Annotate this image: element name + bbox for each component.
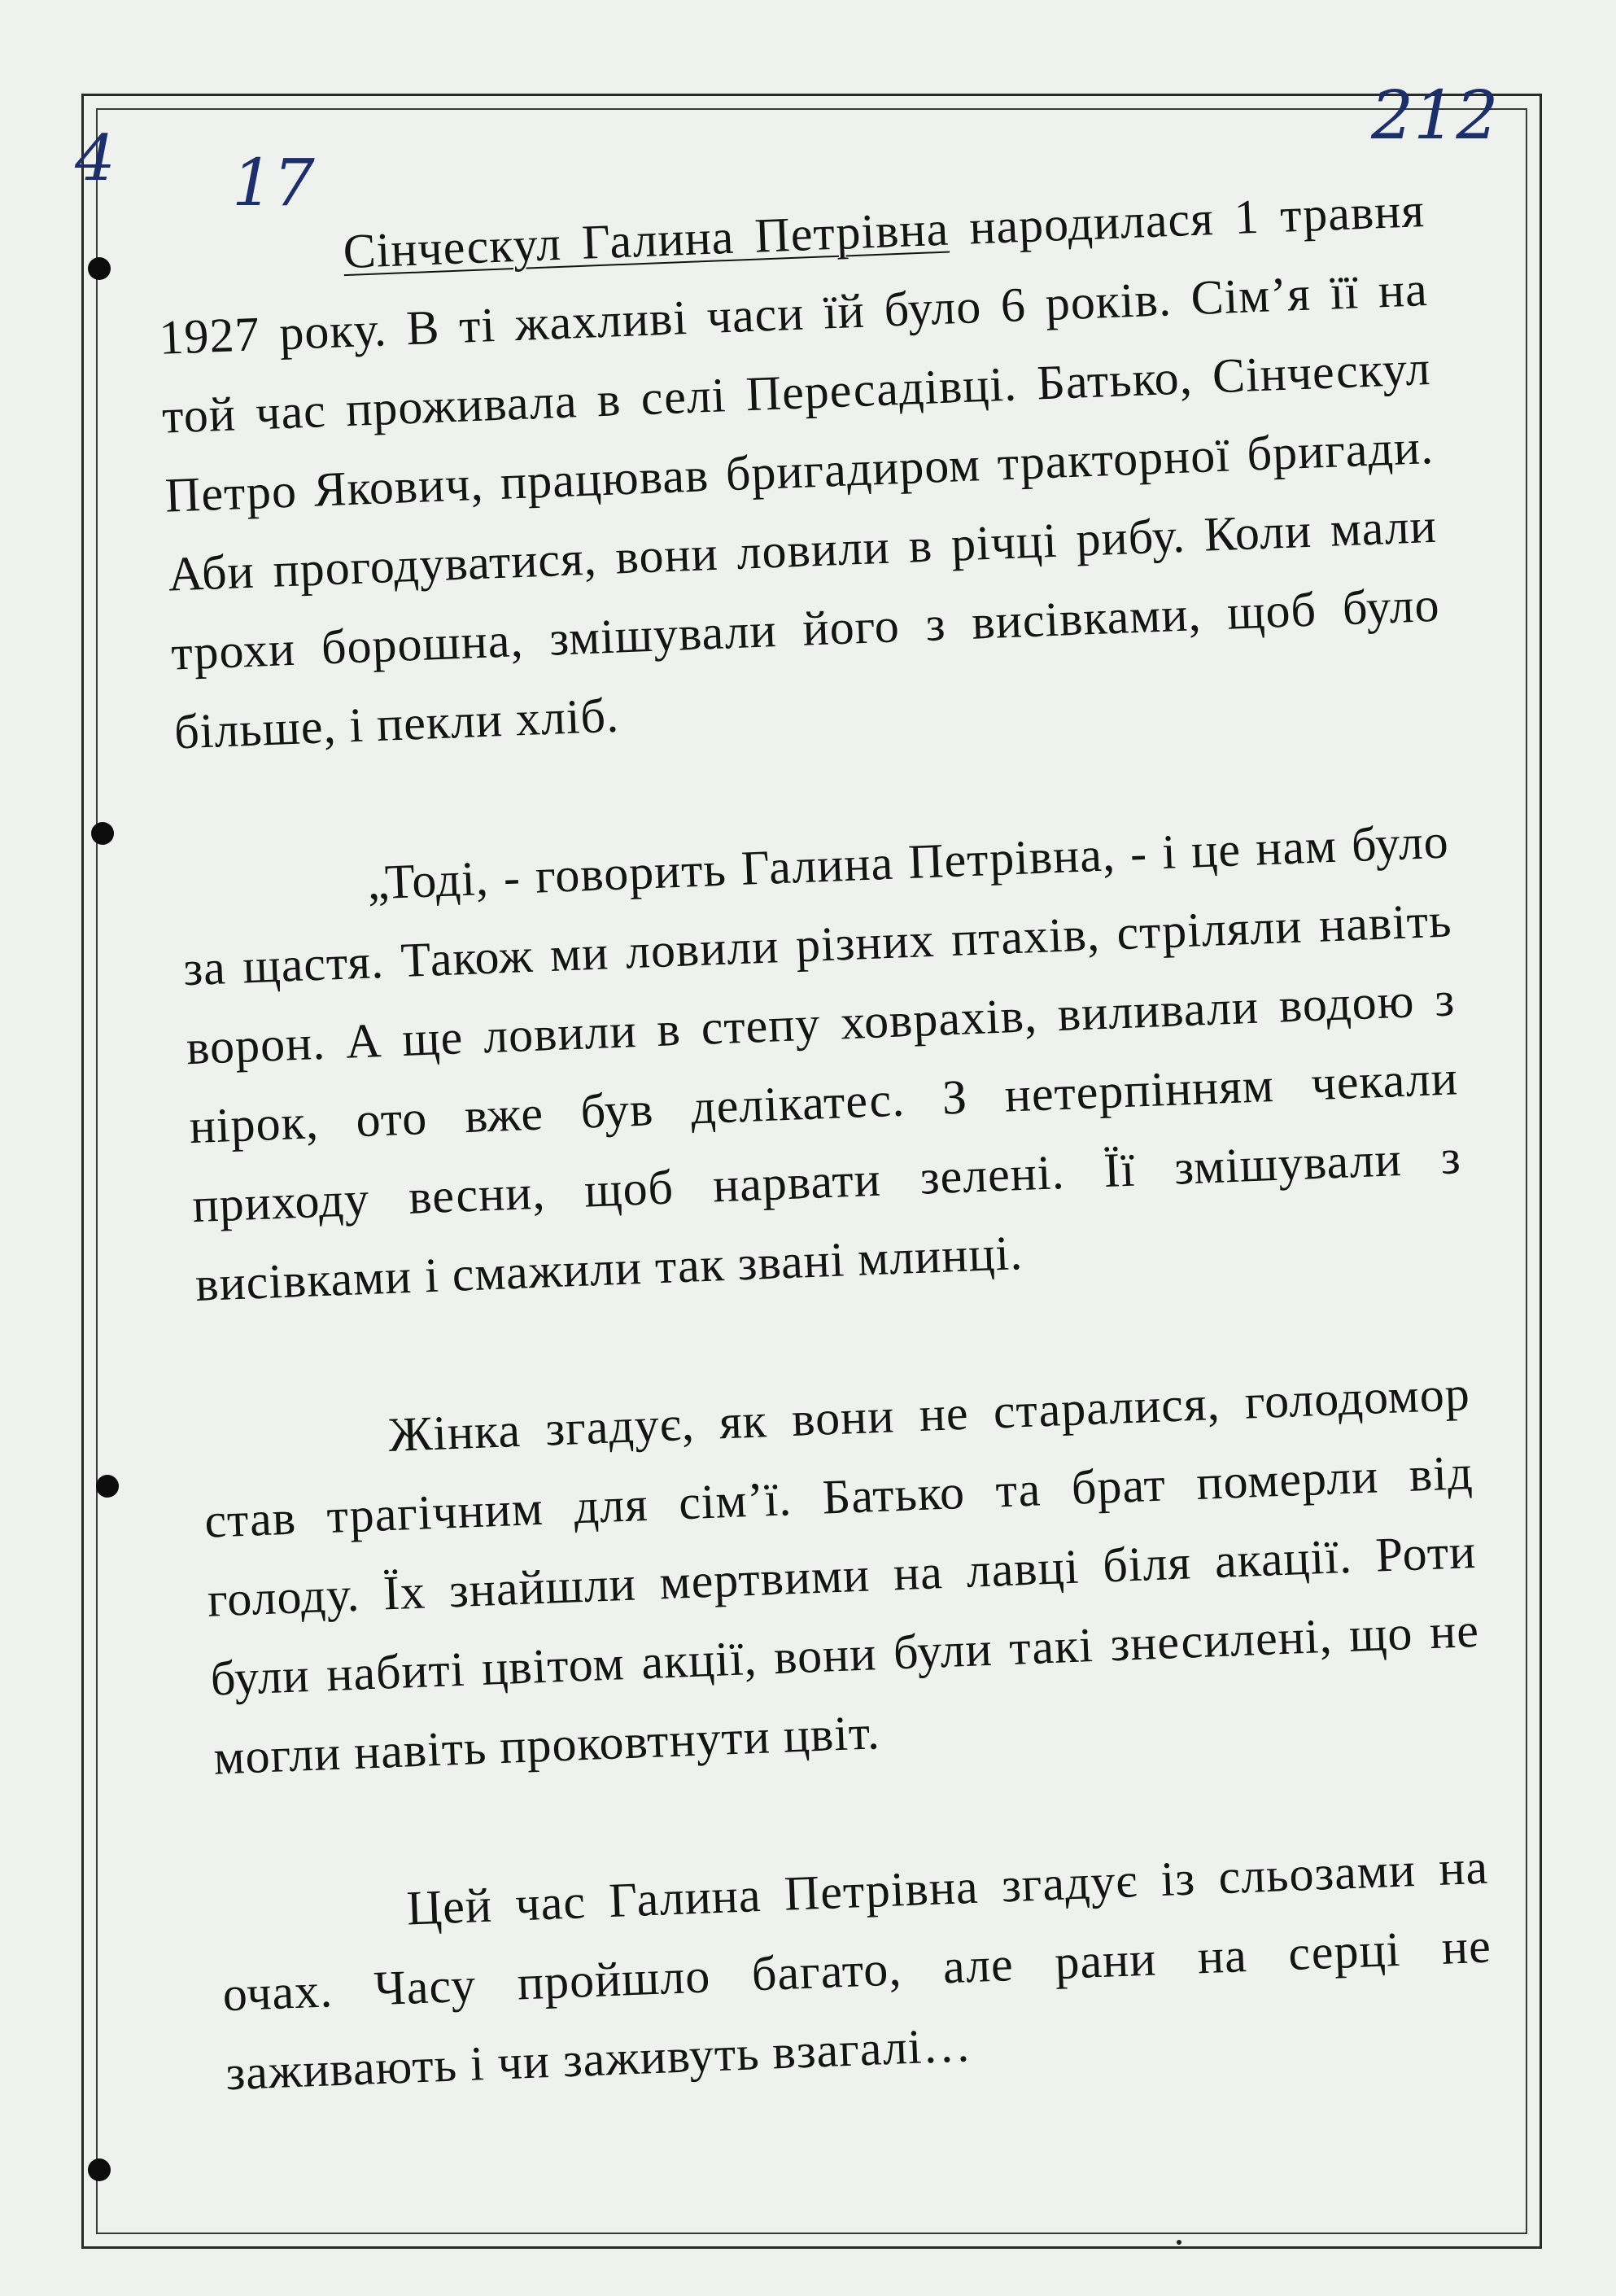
paragraph-1-text: народилася 1 травня 1927 року. В ті жахливі часи їй було 6 років. Сім’я її на той час проживала в селі Пересадівці. Батько, Сінческул Петро Якович, працював бригадиром тракторної бригади. Аби прогодуватися, вони ловили в річці рибу. Коли мали трохи борошна, змішували його з висівками, щоб було більше, і пекли хліб. [158, 183, 1441, 759]
paragraph-4: Цей час Галина Петрівна згадує із сльозами на очах. Часу пройшло багато, але рани на серці не заживають і чи заживуть взагалі… [221, 1839, 1492, 2101]
paragraph-3: Жінка згадує, як вони не старалися, голодомор став трагічним для сім’ї. Батько та брат померли від голоду. Їх знайшли мертвими на лавці біля акації. Роти були набиті цвітом акції, вони були такі знесилені, що не могли навіть проковтнути цвіт. [203, 1367, 1480, 1785]
binder-hole-1 [88, 257, 111, 280]
handwritten-page-number: 212 [1371, 77, 1499, 155]
typed-text-body [155, 171, 1496, 2113]
paragraph-1 [155, 171, 1444, 772]
binder-hole-2 [91, 822, 114, 845]
binder-hole-4 [88, 2158, 111, 2181]
paragraph-2: „Тоді, - говорить Галина Петрівна, - і це нам було за щастя. Також ми ловили різних птахів, стріляли навіть ворон. А ще ловили в степу ховрахів, виливали водою з нірок, ото вже був делікатес. З нетерпінням чекали приходу весни, щоб нарвати зелені. Її змішували з висівками і смажили так звані млинці. [182, 814, 1462, 1312]
handwritten-sheet-number: 17 [232, 145, 315, 221]
handwritten-archive-number: 4 [75, 122, 116, 195]
ink-dot [1177, 2240, 1181, 2245]
person-name: Сінческул Галина Петрівна [342, 201, 950, 279]
binder-hole-3 [96, 1475, 119, 1498]
